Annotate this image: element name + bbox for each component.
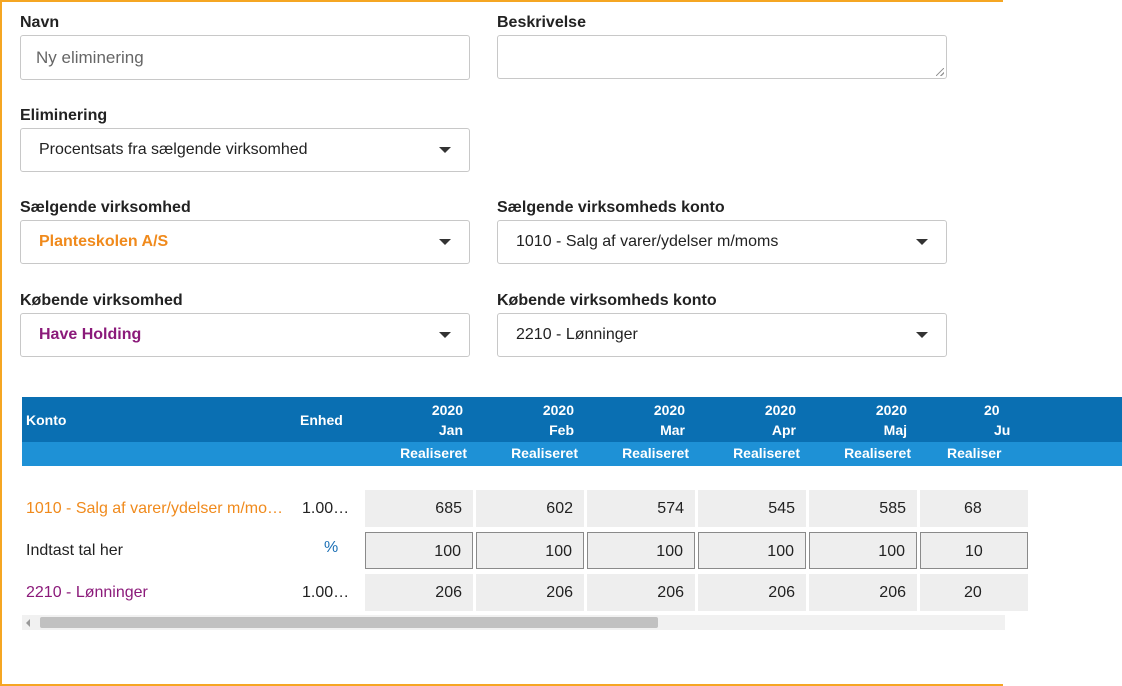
- column-header-enhed[interactable]: Enhed: [300, 412, 343, 428]
- month-name: Feb: [549, 422, 574, 438]
- seller-account-select[interactable]: [497, 220, 947, 264]
- grid-cell: 685: [365, 490, 473, 527]
- percent-input-cell[interactable]: 100: [365, 532, 473, 569]
- month-year: 2020: [875, 402, 907, 418]
- month-name: Jan: [438, 422, 463, 438]
- elimination-select[interactable]: [20, 128, 470, 172]
- row-label-seller-account: 1010 - Salg af varer/ydelser m/mo…: [26, 500, 283, 517]
- grid-cell: 602: [476, 490, 584, 527]
- subheader-realiseret: Realiseret: [400, 445, 467, 461]
- month-year: 20: [984, 402, 1000, 418]
- month-year: 2020: [653, 402, 685, 418]
- month-year: 2020: [542, 402, 574, 418]
- buyer-select[interactable]: [20, 313, 470, 357]
- grid-cell: 20: [920, 574, 1028, 611]
- percent-input-cell[interactable]: 100: [476, 532, 584, 569]
- percent-input-cell[interactable]: 10: [920, 532, 1028, 569]
- month-year: 2020: [764, 402, 796, 418]
- name-label: Navn: [20, 14, 60, 31]
- chevron-down-icon: [916, 239, 928, 245]
- buyer-account-select[interactable]: [497, 313, 947, 357]
- month-name: Mar: [660, 422, 685, 438]
- grid-cell: 574: [587, 490, 695, 527]
- grid-cell: 206: [698, 574, 806, 611]
- column-header-month[interactable]: [586, 400, 697, 440]
- name-input-value: Ny eliminering: [36, 47, 144, 67]
- chevron-down-icon: [439, 239, 451, 245]
- seller-select-value: Planteskolen A/S: [39, 233, 169, 250]
- elimination-select-value: Procentsats fra sælgende virksomhed: [39, 141, 308, 158]
- subheader-realiseret: Realiseret: [733, 445, 800, 461]
- seller-account-label: Sælgende virksomheds konto: [497, 199, 725, 216]
- column-header-month[interactable]: [808, 400, 919, 440]
- subheader-realiseret: Realiser: [947, 445, 1002, 461]
- subheader-realiseret: Realiseret: [622, 445, 689, 461]
- subheader-realiseret: Realiseret: [511, 445, 578, 461]
- column-header-month[interactable]: [475, 400, 586, 440]
- row-unit-percent: %: [324, 539, 339, 556]
- elimination-grid: [22, 397, 1011, 637]
- month-name: Apr: [771, 422, 796, 438]
- buyer-account-label: Købende virksomheds konto: [497, 292, 717, 309]
- chevron-down-icon: [916, 332, 928, 338]
- row-unit: 1.00…: [302, 500, 350, 517]
- grid-cell: 206: [809, 574, 917, 611]
- scroll-left-icon[interactable]: [26, 619, 30, 627]
- column-header-konto[interactable]: Konto: [26, 412, 67, 428]
- month-name: Ju: [994, 422, 1011, 438]
- row-label-buyer-account: 2210 - Lønninger: [26, 584, 148, 601]
- scrollbar-thumb[interactable]: [40, 617, 658, 628]
- month-year: 2020: [431, 402, 463, 418]
- column-header-month[interactable]: [919, 400, 1030, 440]
- seller-label: Sælgende virksomhed: [20, 199, 191, 216]
- grid-cell: 585: [809, 490, 917, 527]
- chevron-down-icon: [439, 332, 451, 338]
- row-unit: 1.00…: [302, 584, 350, 601]
- percent-input-cell[interactable]: 100: [698, 532, 806, 569]
- grid-cell: 206: [476, 574, 584, 611]
- grid-cell: 206: [587, 574, 695, 611]
- elimination-label: Eliminering: [20, 107, 108, 124]
- description-label: Beskrivelse: [497, 14, 586, 31]
- row-label-input: Indtast tal her: [26, 542, 123, 559]
- grid-horizontal-scrollbar[interactable]: [22, 615, 1005, 630]
- seller-account-select-value: 1010 - Salg af varer/ydelser m/moms: [516, 233, 779, 250]
- percent-input-cell[interactable]: 100: [809, 532, 917, 569]
- buyer-select-value: Have Holding: [39, 326, 142, 343]
- grid-cell: 206: [365, 574, 473, 611]
- buyer-label: Købende virksomhed: [20, 292, 183, 309]
- resize-grip-icon[interactable]: [936, 68, 944, 76]
- seller-select[interactable]: [20, 220, 470, 264]
- column-header-month[interactable]: [697, 400, 808, 440]
- buyer-account-select-value: 2210 - Lønninger: [516, 326, 638, 343]
- percent-input-cell[interactable]: 100: [587, 532, 695, 569]
- subheader-realiseret: Realiseret: [844, 445, 911, 461]
- chevron-down-icon: [439, 147, 451, 153]
- grid-cell: 68: [920, 490, 1028, 527]
- name-input[interactable]: [20, 35, 470, 80]
- description-textarea[interactable]: [497, 35, 947, 79]
- grid-cell: 545: [698, 490, 806, 527]
- month-name: Maj: [883, 422, 907, 438]
- column-header-month[interactable]: [364, 400, 475, 440]
